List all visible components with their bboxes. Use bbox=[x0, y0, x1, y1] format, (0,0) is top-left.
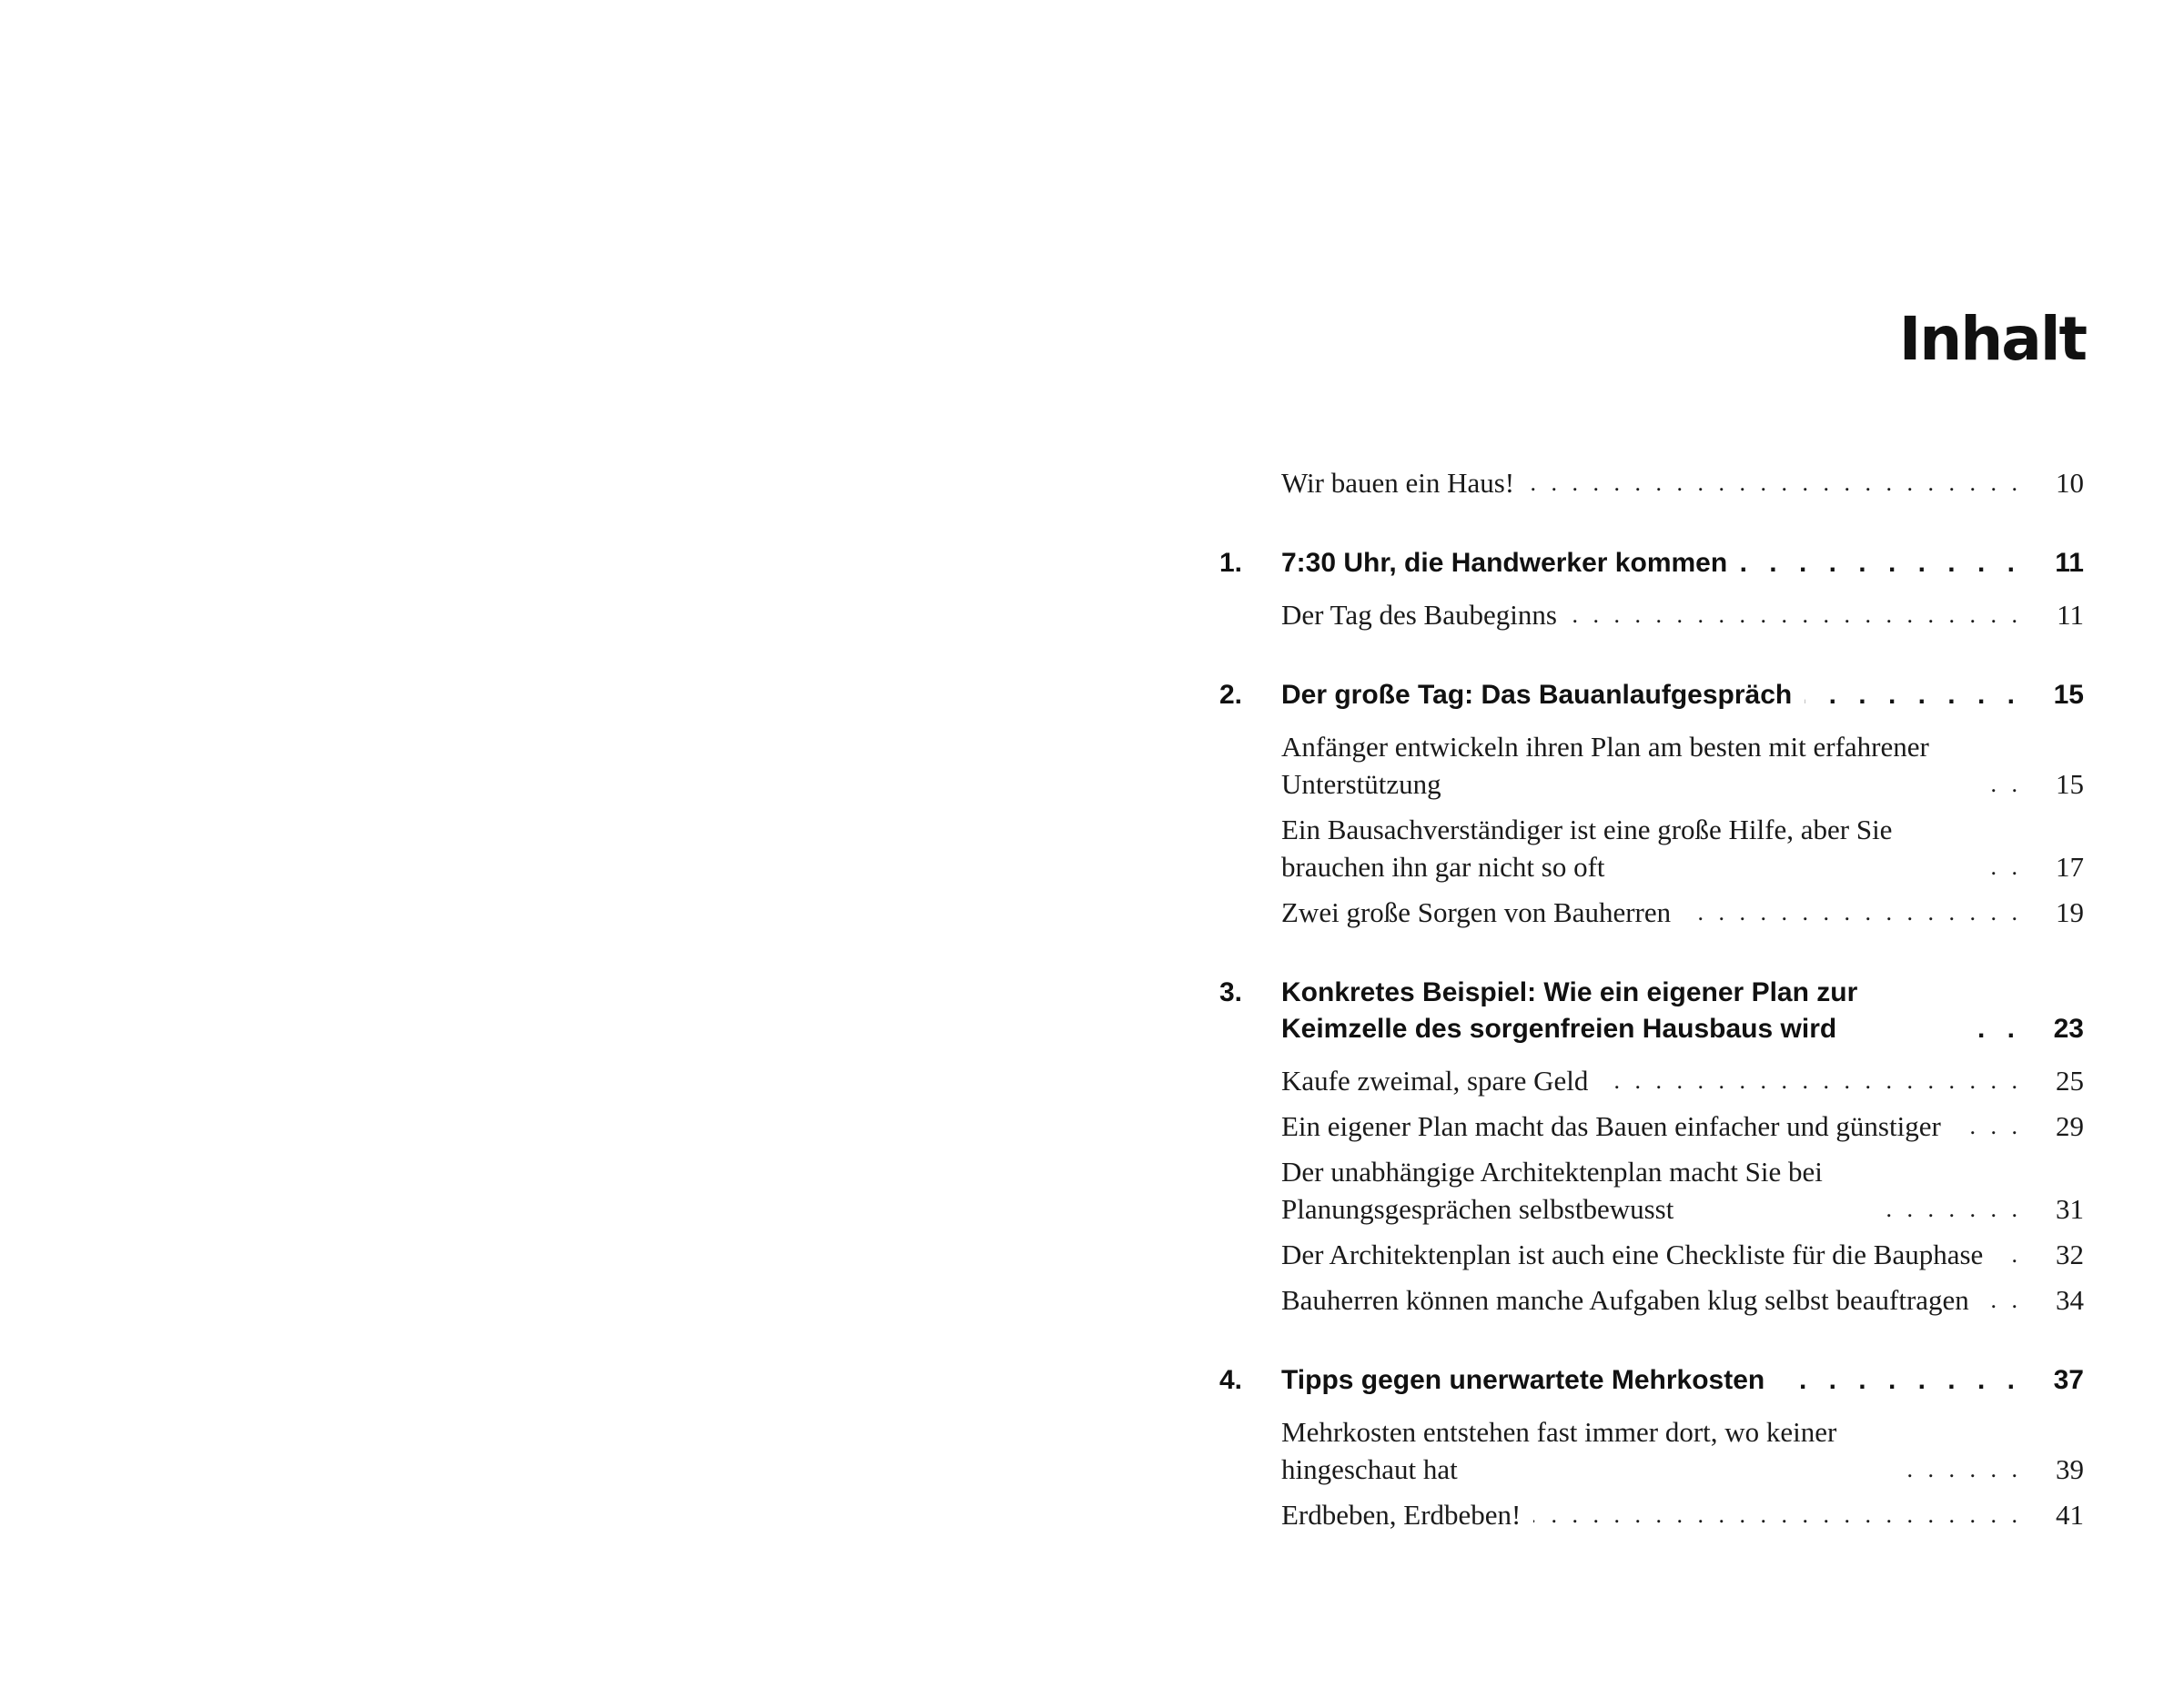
leader-dots bbox=[1954, 1107, 2022, 1145]
leader-dots bbox=[1684, 894, 2022, 931]
leader-dots bbox=[1740, 545, 2022, 582]
toc-entry-page: 11 bbox=[2057, 599, 2084, 631]
toc-entry-page: 32 bbox=[2056, 1239, 2084, 1270]
leader-dots bbox=[1527, 464, 2022, 501]
leader-dots bbox=[1805, 677, 2022, 713]
leader-dots bbox=[1533, 1496, 2022, 1533]
toc-entry[interactable] bbox=[1219, 728, 2084, 803]
toc-entry-page: 39 bbox=[2056, 1453, 2084, 1485]
toc-entry-page: 34 bbox=[2056, 1284, 2084, 1316]
toc-chapter-heading[interactable] bbox=[1219, 1362, 2084, 1399]
chapter-number: 4. bbox=[1219, 1365, 1243, 1395]
toc-entry-page: 19 bbox=[2056, 896, 2084, 928]
toc-entry-title: Der Architektenplan ist auch eine Checkliste für die Bauphase bbox=[1281, 1239, 1984, 1270]
chapter-number: 2. bbox=[1219, 680, 1243, 710]
toc-entry-page: 15 bbox=[2056, 768, 2084, 800]
toc-entry-title: Mehrkosten entstehen fast immer dort, wo keiner hingeschaut hat bbox=[1281, 1416, 1837, 1485]
toc-entry-title: Kaufe zweimal, spare Geld bbox=[1281, 1065, 1589, 1097]
leader-dots bbox=[1777, 1362, 2022, 1399]
toc-entry[interactable] bbox=[1219, 1236, 2084, 1273]
toc-chapter-2 bbox=[1219, 677, 2084, 931]
chapter-title: Der große Tag: Das Bauanlaufgespräch bbox=[1281, 680, 1793, 710]
toc-entry[interactable] bbox=[1219, 894, 2084, 931]
leader-dots bbox=[1982, 1281, 2022, 1319]
toc-chapter-heading[interactable] bbox=[1219, 677, 2084, 713]
toc-entry-page: 10 bbox=[2056, 467, 2084, 499]
toc-entry-title: Wir bauen ein Haus! bbox=[1281, 467, 1515, 499]
leader-dots bbox=[1967, 1011, 2022, 1047]
toc-entry[interactable] bbox=[1219, 1153, 2084, 1228]
toc-entry[interactable] bbox=[1219, 811, 2084, 885]
chapter-page: 11 bbox=[2055, 548, 2084, 578]
toc-entry-intro[interactable] bbox=[1219, 464, 2084, 501]
toc-entry[interactable] bbox=[1219, 1107, 2084, 1145]
page-title: Inhalt bbox=[1898, 304, 2086, 374]
toc-entry[interactable] bbox=[1219, 1496, 2084, 1533]
leader-dots bbox=[1986, 765, 2022, 803]
chapter-page: 37 bbox=[2053, 1365, 2084, 1395]
chapter-page: 15 bbox=[2053, 680, 2084, 710]
toc-chapter-3 bbox=[1219, 975, 2084, 1319]
leader-dots bbox=[1601, 1062, 2022, 1099]
toc-entry-title: Anfänger entwickeln ihren Plan am besten mit erfahrener Unterstützung bbox=[1281, 731, 1929, 800]
toc-entry-title: Ein eigener Plan macht das Bauen einfacher und günstiger bbox=[1281, 1110, 1941, 1142]
toc-chapter-heading[interactable] bbox=[1219, 975, 2084, 1047]
leader-dots bbox=[1986, 848, 2022, 885]
table-of-contents bbox=[1219, 464, 2084, 1533]
toc-entry-title: Bauherren können manche Aufgaben klug selbst beauftragen bbox=[1281, 1284, 1969, 1316]
toc-chapter-heading[interactable] bbox=[1219, 545, 2084, 582]
chapter-number: 1. bbox=[1219, 548, 1243, 578]
toc-chapter-4 bbox=[1219, 1362, 2084, 1533]
toc-chapter-1 bbox=[1219, 545, 2084, 633]
leader-dots bbox=[1570, 596, 2022, 633]
toc-entry[interactable] bbox=[1219, 1062, 2084, 1099]
toc-entry-page: 41 bbox=[2056, 1499, 2084, 1531]
toc-entry-page: 17 bbox=[2056, 851, 2084, 883]
chapter-title: 7:30 Uhr, die Handwerker kommen bbox=[1281, 548, 1728, 578]
leader-dots bbox=[1996, 1236, 2022, 1273]
leader-dots bbox=[1876, 1190, 2022, 1228]
toc-entry-page: 25 bbox=[2056, 1065, 2084, 1097]
toc-entry-title: Zwei große Sorgen von Bauherren bbox=[1281, 896, 1672, 928]
chapter-title: Tipps gegen unerwartete Mehrkosten bbox=[1281, 1365, 1765, 1395]
chapter-number: 3. bbox=[1219, 977, 1243, 1007]
toc-entry-title: Ein Bausachverständiger ist eine große Hilfe, aber Sie brauchen ihn gar nicht so oft bbox=[1281, 814, 1893, 883]
toc-entry-page: 31 bbox=[2056, 1193, 2084, 1225]
toc-entry-title: Der unabhängige Architektenplan macht Sie bei Planungsgesprächen selbstbewusst bbox=[1281, 1156, 1823, 1225]
leader-dots bbox=[1895, 1451, 2022, 1488]
toc-entry[interactable] bbox=[1219, 1413, 2084, 1488]
toc-entry-title: Erdbeben, Erdbeben! bbox=[1281, 1499, 1522, 1531]
toc-entry-title: Der Tag des Baubeginns bbox=[1281, 599, 1557, 631]
toc-entry[interactable] bbox=[1219, 1281, 2084, 1319]
toc-entry-page: 29 bbox=[2056, 1110, 2084, 1142]
toc-entry[interactable] bbox=[1219, 596, 2084, 633]
chapter-page: 23 bbox=[2053, 1014, 2084, 1044]
chapter-title: Konkretes Beispiel: Wie ein eigener Plan zur Keimzelle des sorgenfreien Hausbaus wird bbox=[1281, 977, 1858, 1044]
